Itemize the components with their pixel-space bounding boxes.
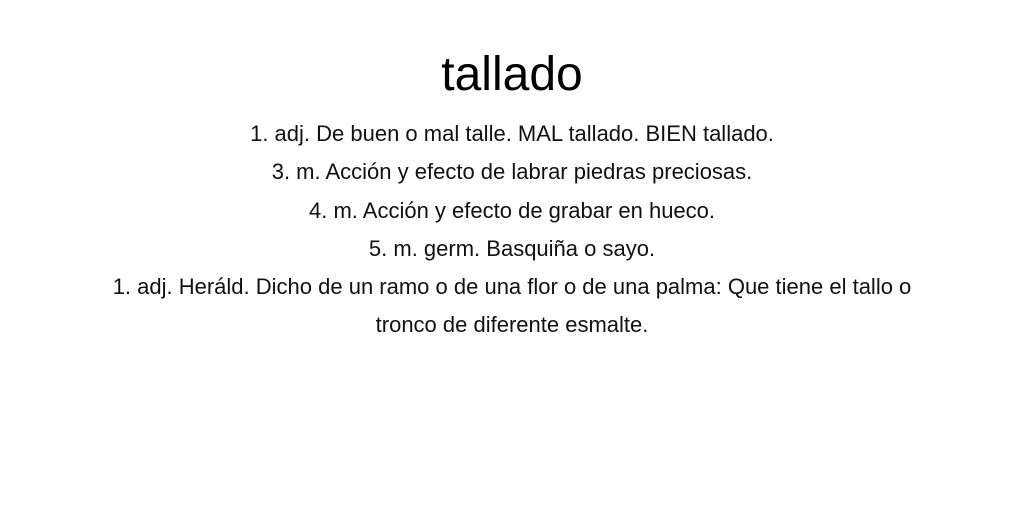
definition-item: 1. adj. De buen o mal talle. MAL tallado. BIEN tallado.: [250, 121, 774, 146]
definition-item: 5. m. germ. Basquiña o sayo.: [368, 235, 656, 261]
definition-item: 1. adj. Heráld. Dicho de un ramo o de una flor o de una palma: Que tiene el tallo o tronco de diferente esmalte.: [112, 274, 912, 338]
definition-list: [82, 115, 942, 345]
entry-word: tallado: [441, 48, 583, 101]
definition-item: 4. m. Acción y efecto de grabar en hueco.: [308, 197, 716, 223]
definition-item: 3. m. Acción y efecto de labrar piedras preciosas.: [271, 159, 753, 185]
